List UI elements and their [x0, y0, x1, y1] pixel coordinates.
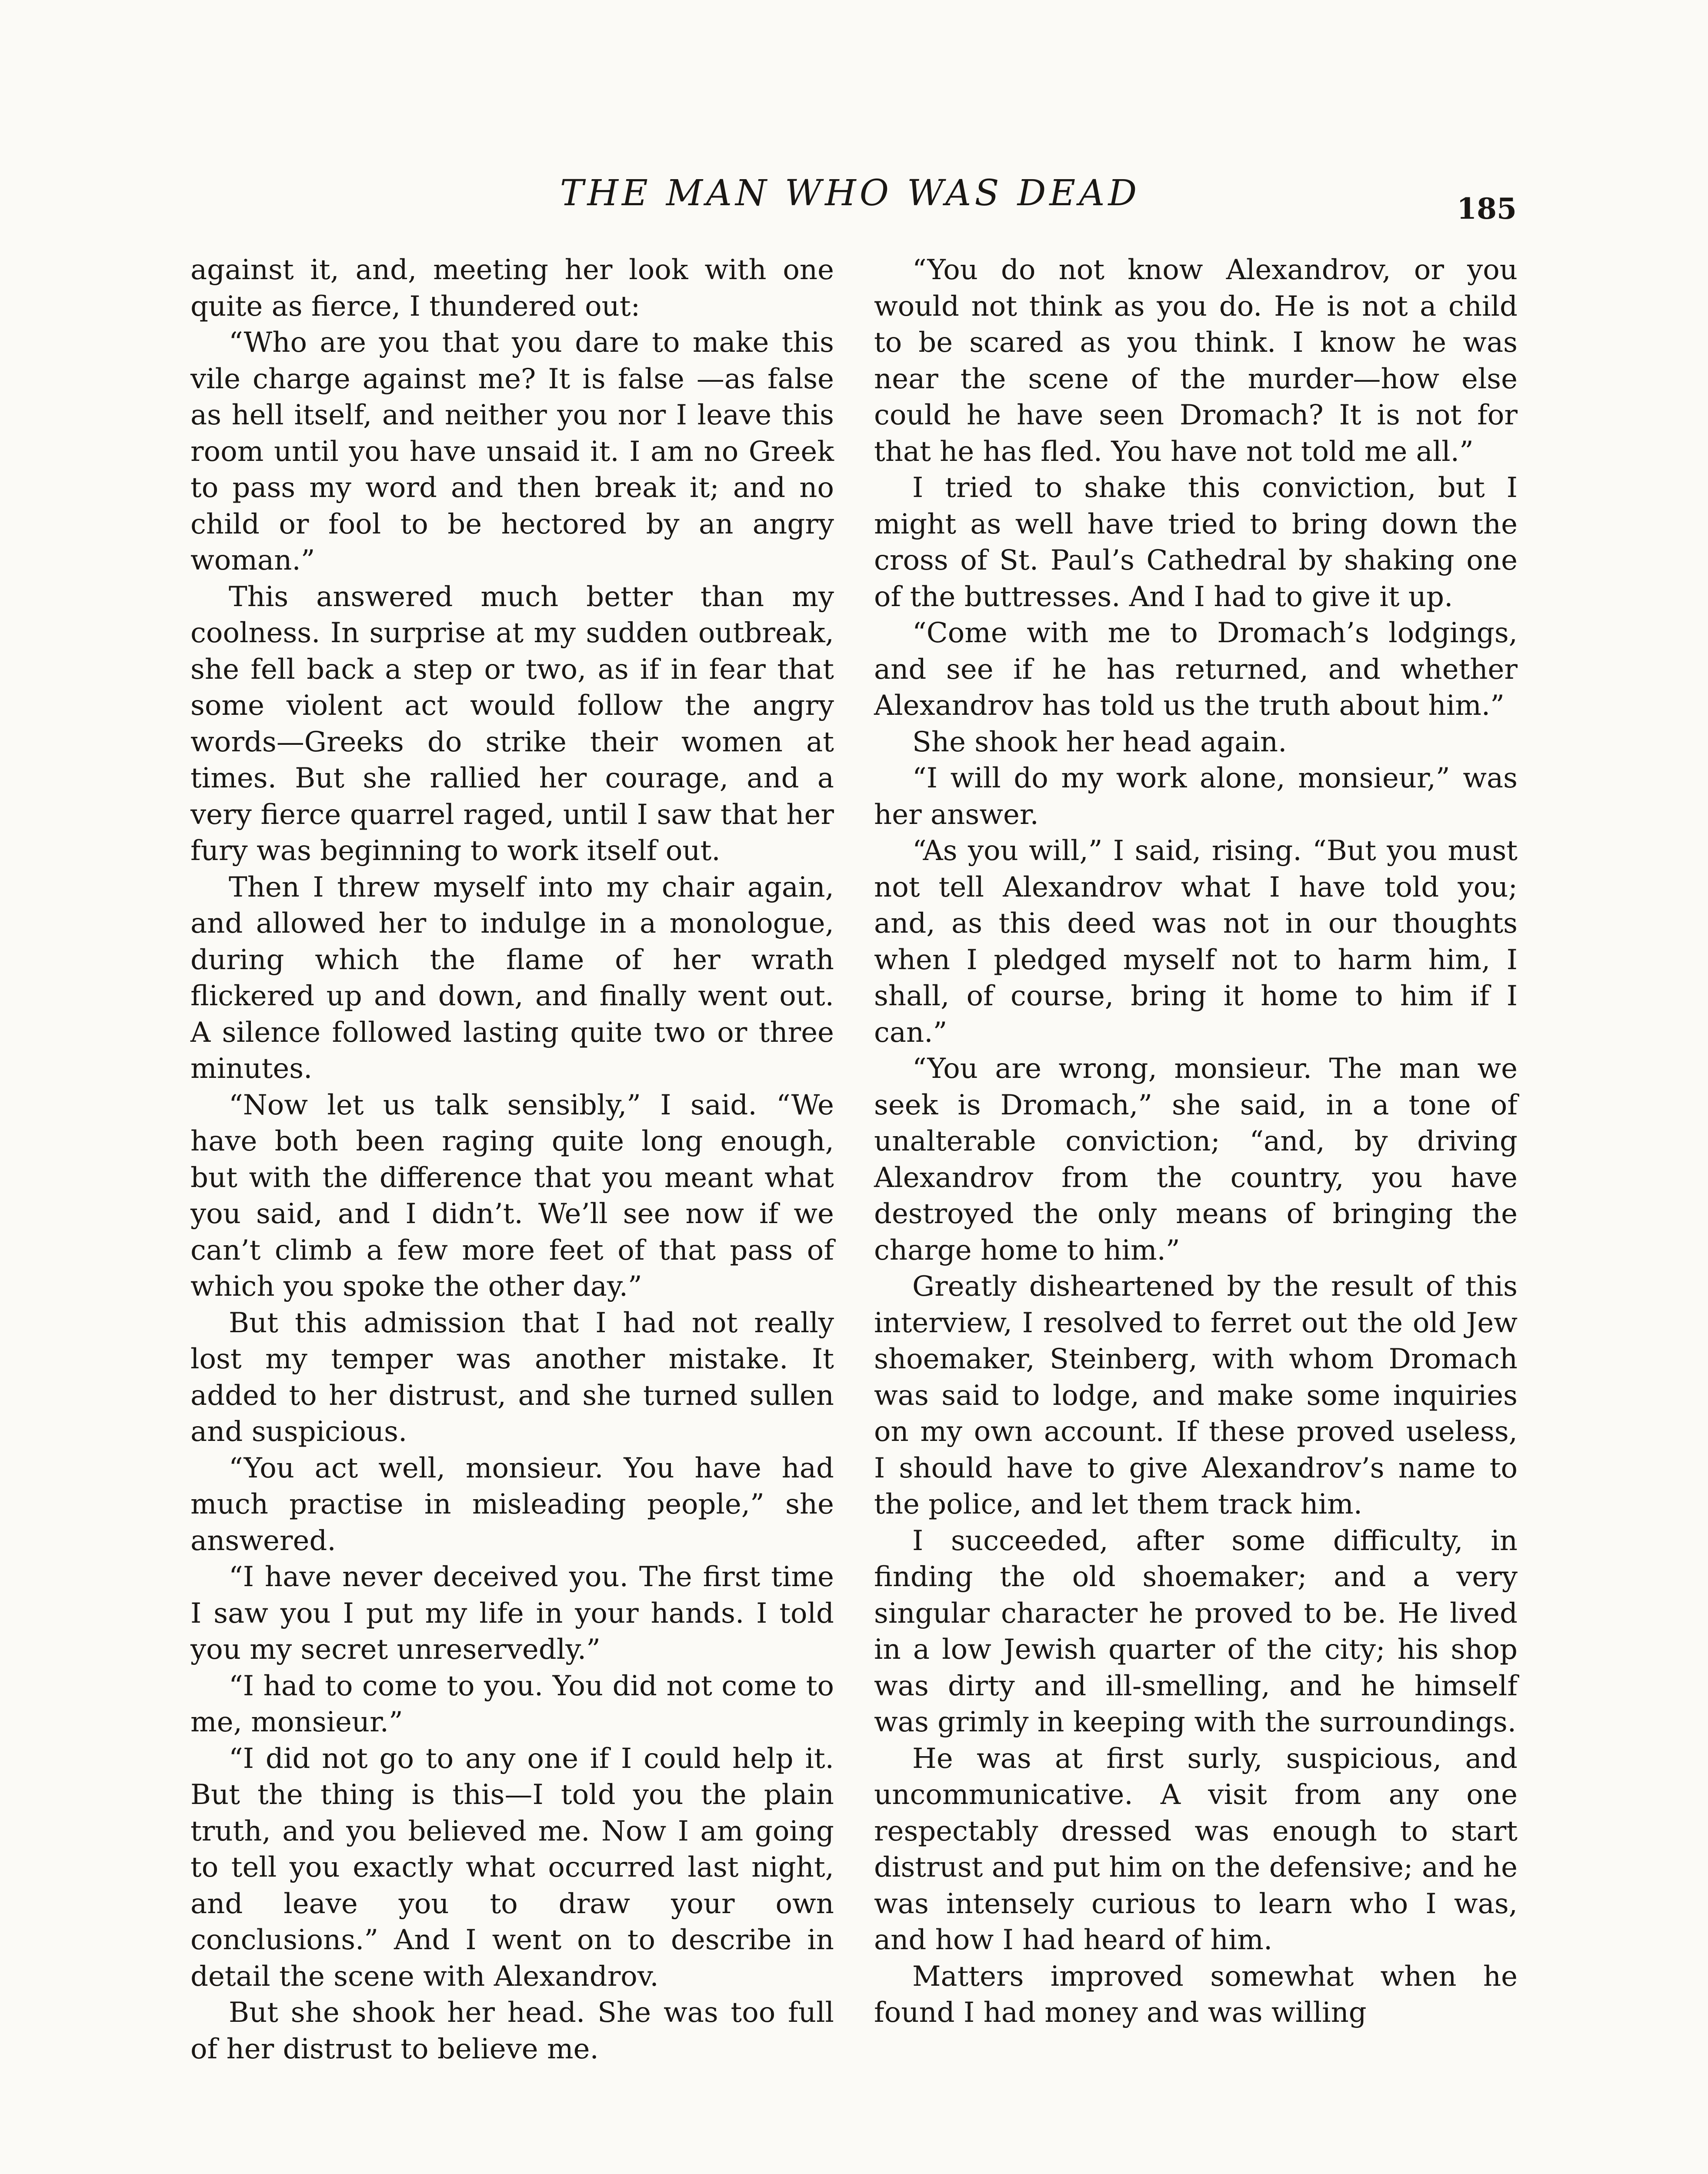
paragraph: Greatly disheartened by the result of this interview, I resolved to ferret out the old Jew shoemaker, Steinberg, with whom Dromach was said to lodge, and make some inquiries on my own account. If these proved useless, I should have to give Alexandrov’s name to the police, and let them track him. — [874, 1270, 1518, 1520]
left-column — [190, 252, 834, 2067]
paragraph: “As you will,” I said, rising. “But you must not tell Alexandrov what I have told you; and, as this deed was not in our thoughts when I pledged myself not to harm him, I shall, of course, bring it home to him if I can.” — [874, 835, 1518, 1049]
paragraph: “I have never deceived you. The first time I saw you I put my life in your hands. I told you my secret unreservedly.” — [190, 1561, 834, 1666]
paragraph: against it, and, meeting her look with one quite as fierce, I thundered out: — [190, 254, 834, 323]
paragraph: She shook her head again. — [912, 726, 1287, 758]
paragraph: I tried to shake this conviction, but I might as well have tried to bring down the cross of St. Paul’s Cathedral by shaking one of the buttresses. And I had to give it up. — [874, 472, 1518, 613]
paragraph: Matters improved somewhat when he found I had money and was willing — [874, 1960, 1518, 2029]
paragraph: “You act well, monsieur. You have had much practise in misleading people,” she answered. — [190, 1452, 834, 1557]
paragraph: “Who are you that you dare to make this vile charge against me? It is false —as false as hell itself, and neither you nor I leave this room until you have unsaid it. I am no Greek to pass my word and then break it; and no child or fool to be hectored by an angry woman.” — [190, 327, 834, 577]
paragraph: Then I threw myself into my chair again, and allowed her to indulge in a monologue, during which the flame of her wrath flickered up and down, and finally went out. A silence followed lasting quite two or three minutes. — [190, 871, 834, 1085]
page-number: 185 — [1457, 192, 1517, 226]
paragraph: “You are wrong, monsieur. The man we seek is Dromach,” she said, in a tone of unalterable conviction; “and, by driving Alexandrov from the country, you have destroyed the only means of bringing the charge home to him.” — [874, 1053, 1518, 1267]
paragraph: “Now let us talk sensibly,” I said. “We have both been raging quite long enough, but with the difference that you meant what you said, and I didn’t. We’ll see now if we can’t climb a few more feet of that pass of which you spoke the other day.” — [190, 1089, 834, 1303]
paragraph: “I had to come to you. You did not come to me, monsieur.” — [190, 1670, 834, 1738]
paragraph: “You do not know Alexandrov, or you would not think as you do. He is not a child to be scared as you think. I know he was near the scene of the murder—how else could he have seen Dromach? It is not for that he has fled. You have not told me all.” — [874, 254, 1518, 468]
paragraph: I succeeded, after some difficulty, in finding the old shoemaker; and a very singular character he proved to be. He lived in a low Jewish quarter of the city; his shop was dirty and ill-smelling, and he himself was grimly in keeping with the surroundings. — [874, 1524, 1518, 1738]
paragraph: “Come with me to Dromach’s lodgings, and see if he has returned, and whether Alexandrov has told us the truth about him.” — [874, 617, 1518, 722]
page-header — [187, 167, 1513, 228]
paragraph: This answered much better than my coolness. In surprise at my sudden outbreak, she fell back a step or two, as if in fear that some violent act would follow the angry words—Greeks do strike their women at times. But she rallied her courage, and a very fierce quarrel raged, until I saw that her fury was beginning to work itself out. — [190, 580, 834, 867]
right-column — [874, 252, 1518, 2031]
running-title: THE MAN WHO WAS DEAD — [560, 173, 1141, 214]
paragraph: But she shook her head. She was too full of her distrust to believe me. — [190, 1997, 834, 2065]
paragraph: “I did not go to any one if I could help it. But the thing is this—I told you the plain truth, and you believed me. Now I am going to tell you exactly what occurred last night, and leave you to draw your own conclusions.” And I went on to describe in detail the scene with Alexandrov. — [190, 1742, 834, 1993]
paragraph: He was at first surly, suspicious, and uncommunicative. A visit from any one respectably dressed was enough to start distrust and put him on the defensive; and he was intensely curious to learn who I was, and how I had heard of him. — [874, 1742, 1518, 1956]
paragraph: “I will do my work alone, monsieur,” was her answer. — [874, 762, 1518, 831]
paragraph: But this admission that I had not really lost my temper was another mistake. It added to her distrust, and she turned sullen and suspicious. — [190, 1307, 834, 1448]
